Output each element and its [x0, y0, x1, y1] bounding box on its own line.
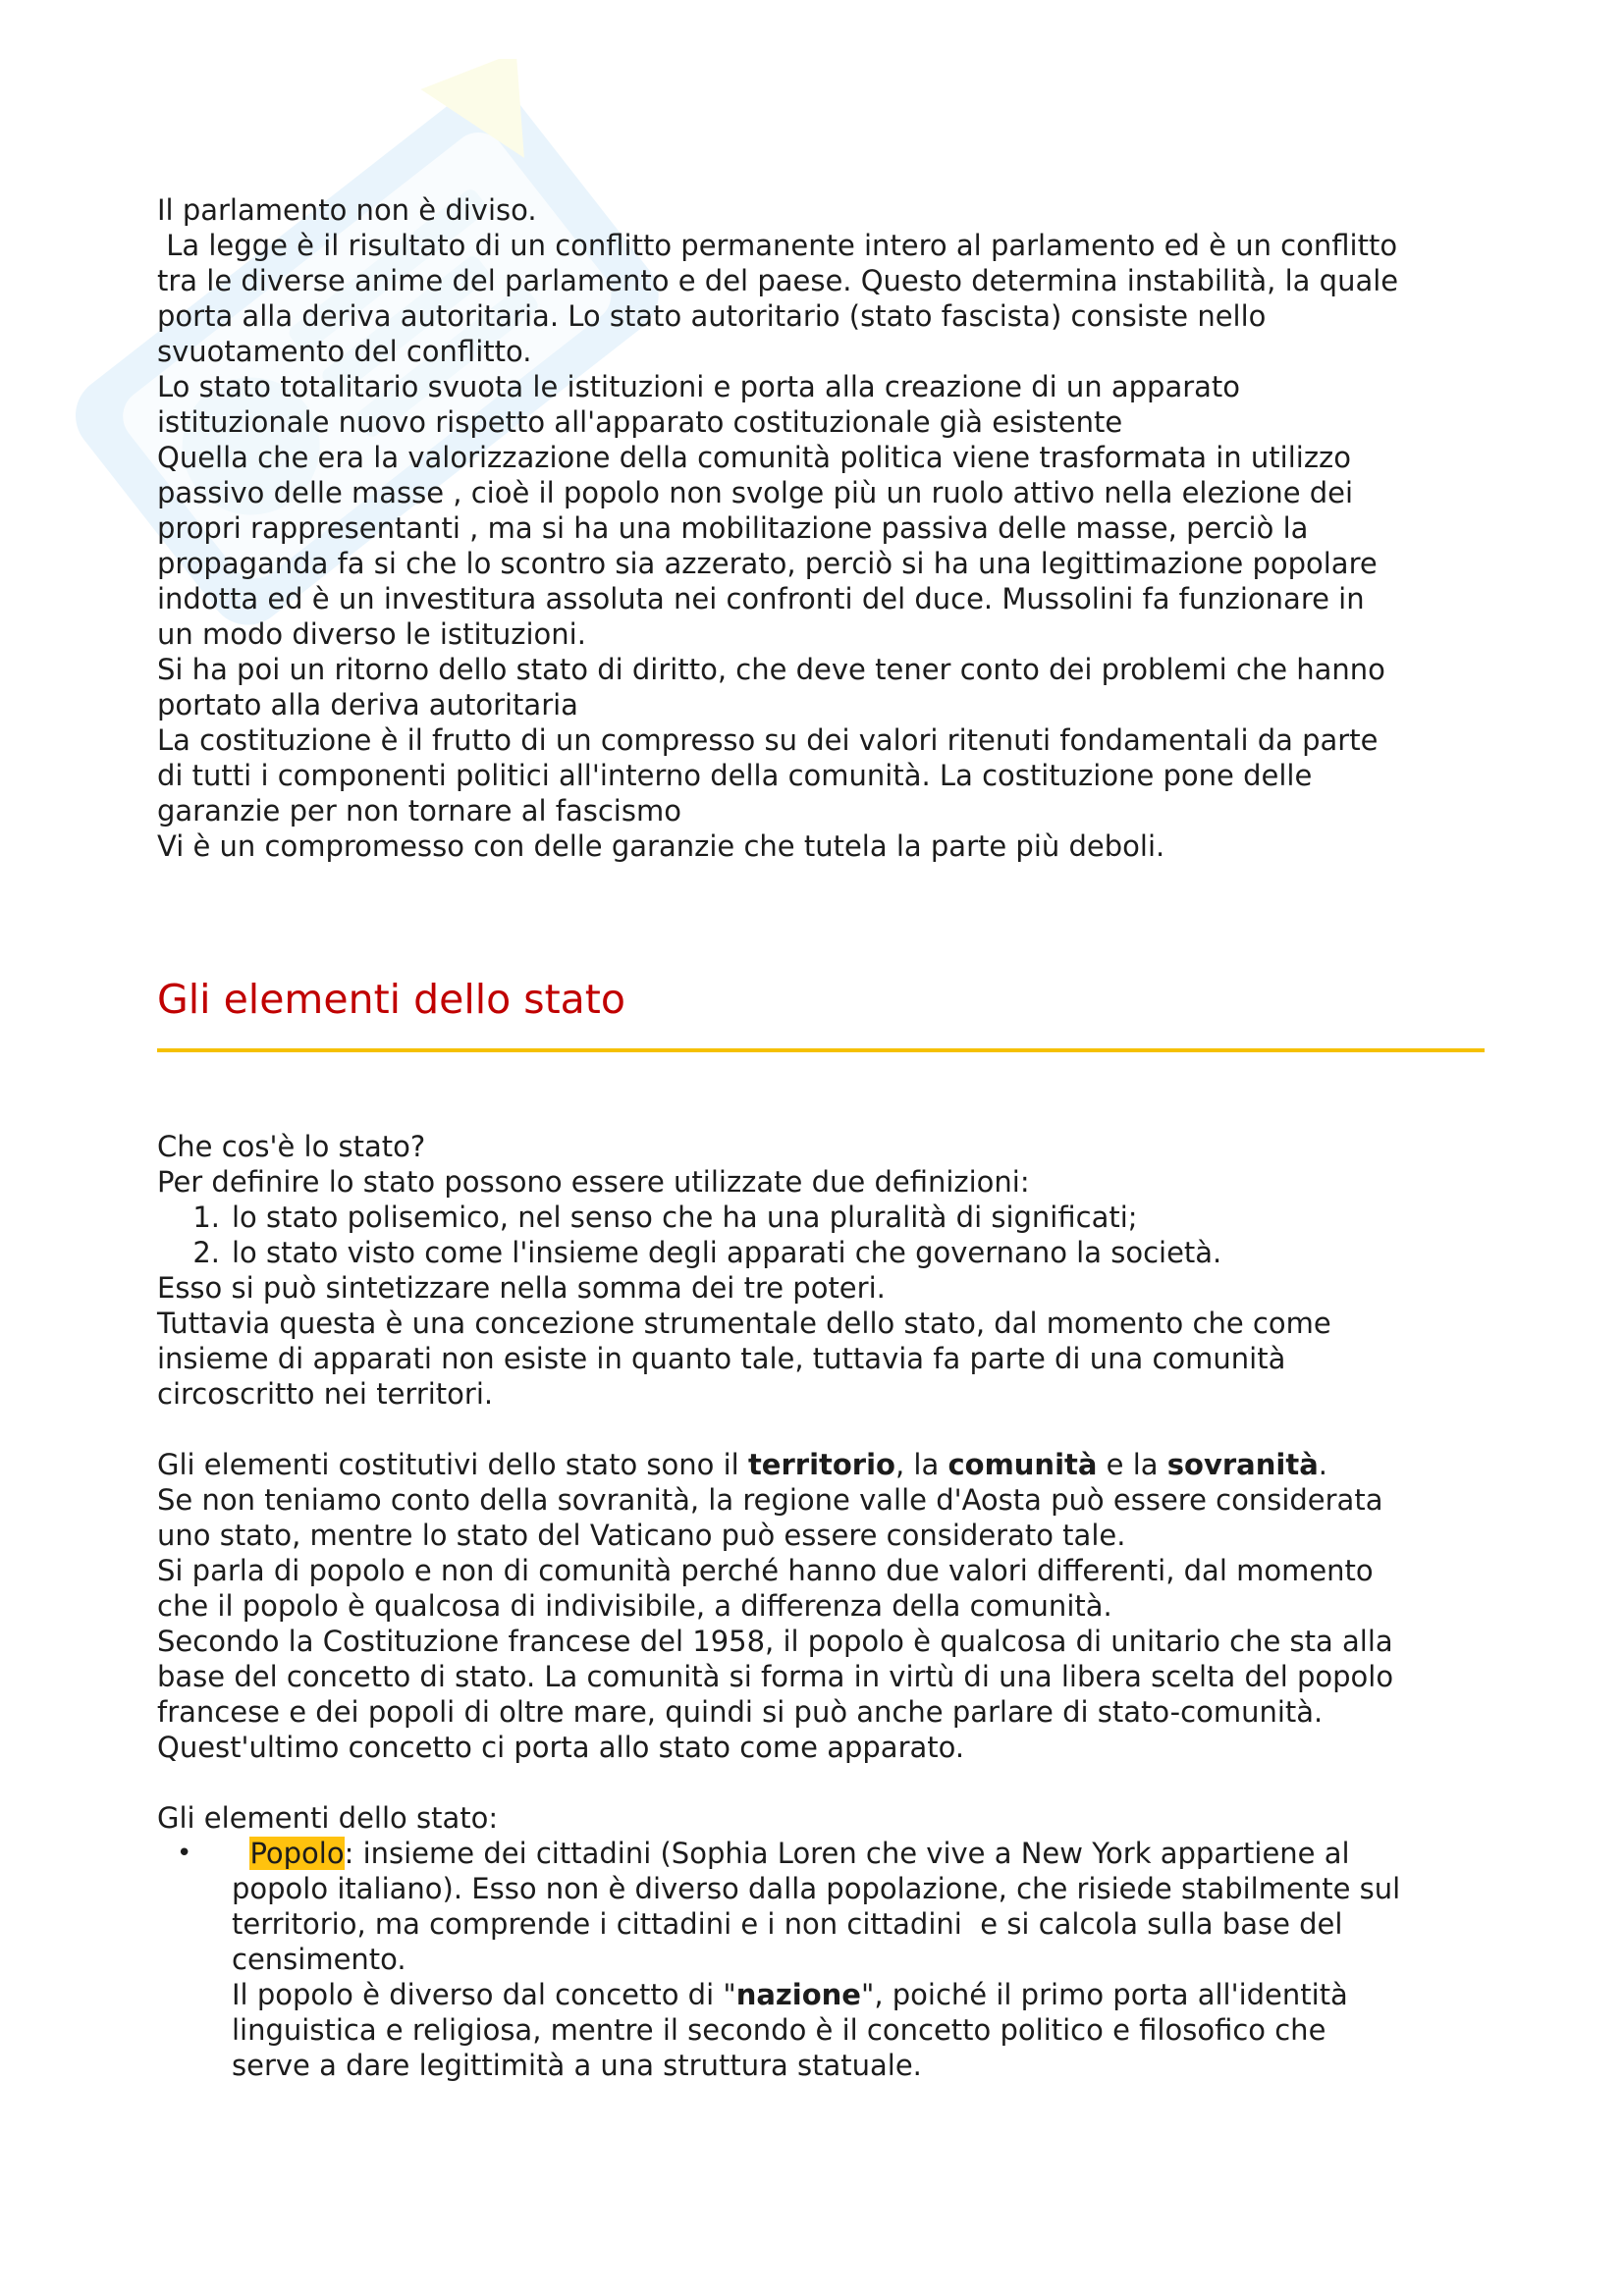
text-line: che il popolo è qualcosa di indivisibile, a differenza della comunità. [157, 1589, 1112, 1623]
text-run: , la [894, 1448, 948, 1481]
text-run: : insieme dei cittadini (Sophia Loren che vive a New York appartiene al [344, 1837, 1350, 1870]
bold-term-comunita: comunità [947, 1448, 1098, 1481]
text-line: istituzionale nuovo rispetto all'apparato costituzionale già esistente [157, 405, 1123, 439]
list-item [157, 1235, 1492, 1270]
text-line: Gli elementi dello stato: [157, 1801, 499, 1835]
text-line: un modo diverso le istituzioni. [157, 617, 586, 651]
list-number: 2. [192, 1236, 220, 1269]
text-line: Secondo la Costituzione francese del 1958, il popolo è qualcosa di unitario che sta alla [157, 1625, 1393, 1658]
list-item [157, 1200, 1492, 1235]
text-line: Esso si può sintetizzare nella somma dei tre poteri. [157, 1271, 886, 1305]
text-line: censimento. [232, 1943, 406, 1976]
text-line: Vi è un compromesso con delle garanzie che tutela la parte più deboli. [157, 829, 1165, 863]
text-line: popolo italiano). Esso non è diverso dalla popolazione, che risiede stabilmente sul [232, 1872, 1401, 1905]
text-run [232, 1837, 249, 1870]
section-heading: Gli elementi dello stato [157, 976, 625, 1023]
intro-paragraph [157, 192, 1492, 864]
bold-term-territorio: territorio [747, 1448, 895, 1481]
document-body [157, 192, 1492, 2083]
text-line: portato alla deriva autoritaria [157, 688, 578, 721]
text-run: . [1318, 1448, 1327, 1481]
text-line: porta alla deriva autoritaria. Lo stato autoritario (stato fascista) consiste nello [157, 299, 1267, 333]
bullet-icon: • [177, 1839, 192, 1868]
list-item-text: lo stato visto come l'insieme degli apparati che governano la società. [232, 1236, 1222, 1269]
text-line [232, 1836, 1400, 1871]
text-line: Si ha poi un ritorno dello stato di diritto, che deve tener conto dei problemi che hanno [157, 653, 1385, 686]
text-line: La legge è il risultato di un conflitto permanente intero al parlamento ed è un conflitto [157, 229, 1398, 262]
text-line: Se non teniamo conto della sovranità, la regione valle d'Aosta può essere considerata [157, 1483, 1383, 1517]
bullet-item-text [232, 1836, 1400, 2083]
text-line: francese e dei popoli di oltre mare, quindi si può anche parlare di stato-comunità. [157, 1695, 1324, 1729]
text-line [232, 1977, 1400, 2012]
elements-list [157, 1800, 1492, 2083]
text-line: Tuttavia questa è una concezione strumentale dello stato, dal momento che come [157, 1307, 1331, 1340]
text-line: Quella che era la valorizzazione della comunità politica viene trasformata in utilizzo [157, 441, 1352, 474]
text-run: Gli elementi costitutivi dello stato sono il [157, 1448, 748, 1481]
text-line: Lo stato totalitario svuota le istituzioni e porta alla creazione di un apparato [157, 370, 1241, 403]
highlighted-term-popolo: Popolo [249, 1837, 345, 1870]
text-line: base del concetto di stato. La comunità si forma in virtù di una libera scelta del popolo [157, 1660, 1394, 1693]
bold-term-nazione: nazione [735, 1978, 861, 2011]
text-run: Il popolo è diverso dal concetto di " [232, 1978, 736, 2011]
list-number: 1. [192, 1201, 220, 1234]
text-line: tra le diverse anime del parlamento e del paese. Questo determina instabilità, la quale [157, 264, 1399, 297]
text-line: Si parla di popolo e non di comunità perché hanno due valori differenti, dal momento [157, 1554, 1374, 1587]
text-line [157, 1447, 1492, 1482]
text-line: passivo delle masse , cioè il popolo non svolge più un ruolo attivo nella elezione dei [157, 476, 1354, 509]
list-item-text: lo stato polisemico, nel senso che ha una pluralità di significati; [232, 1201, 1138, 1234]
text-line: serve a dare legittimità a una struttura statuale. [232, 2049, 922, 2082]
text-line: linguistica e religiosa, mentre il secondo è il concetto politico e filosofico che [232, 2013, 1326, 2047]
text-line: garanzie per non tornare al fascismo [157, 794, 681, 828]
definitions-paragraph [157, 1129, 1492, 1412]
text-line: territorio, ma comprende i cittadini e i non cittadini e si calcola sulla base del [232, 1907, 1343, 1941]
text-line: indotta ed è un investitura assoluta nei confronti del duce. Mussolini fa funzionare in [157, 582, 1365, 615]
text-run: ", poiché il primo porta all'identità [860, 1978, 1348, 2011]
text-line: Per definire lo stato possono essere utilizzate due definizioni: [157, 1165, 1030, 1199]
text-line: Il parlamento non è diviso. [157, 193, 537, 227]
text-line: svuotamento del conflitto. [157, 335, 532, 368]
text-line: propaganda fa si che lo scontro sia azzerato, perciò si ha una legittimazione popolare [157, 547, 1378, 580]
text-line: uno stato, mentre lo stato del Vaticano può essere considerato tale. [157, 1519, 1126, 1552]
text-line: insieme di apparati non esiste in quanto tale, tuttavia fa parte di una comunità [157, 1342, 1286, 1375]
bold-term-sovranita: sovranità [1166, 1448, 1319, 1481]
text-line: Quest'ultimo concetto ci porta allo stato come apparato. [157, 1731, 965, 1764]
question-line: Che cos'è lo stato? [157, 1130, 426, 1163]
text-line: La costituzione è il frutto di un compresso su dei valori ritenuti fondamentali da parte [157, 723, 1379, 757]
text-line: propri rappresentanti , ma si ha una mobilitazione passiva delle masse, perciò la [157, 511, 1309, 545]
elements-paragraph [157, 1447, 1492, 1765]
text-line: circoscritto nei territori. [157, 1377, 494, 1411]
bullet-item [157, 1836, 1492, 2083]
text-line: di tutti i componenti politici all'interno della comunità. La costituzione pone delle [157, 759, 1313, 792]
text-run: e la [1097, 1448, 1167, 1481]
